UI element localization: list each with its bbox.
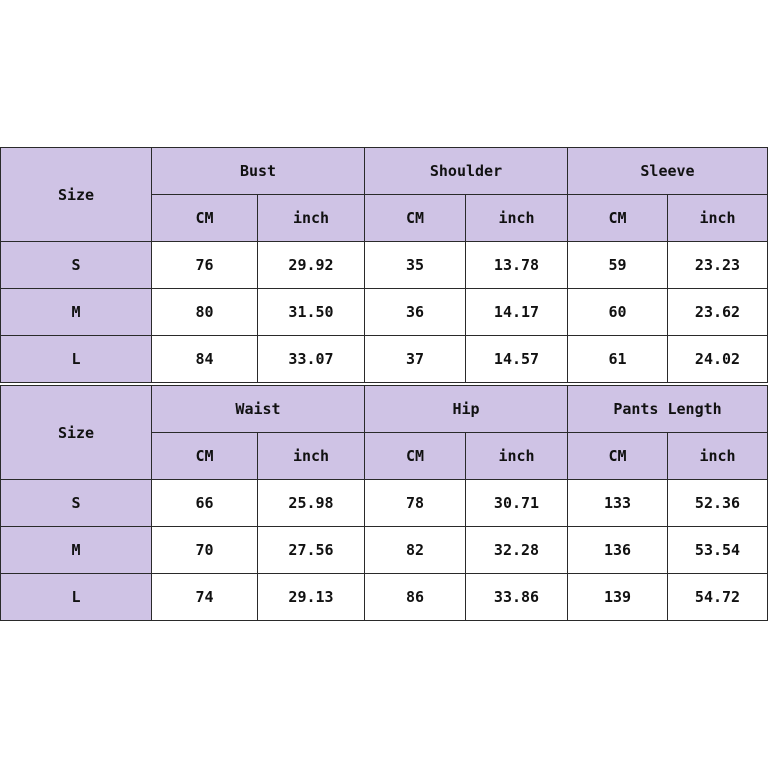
unit-header: inch — [466, 433, 568, 480]
table-cell: 35 — [365, 242, 466, 289]
unit-header: CM — [365, 195, 466, 242]
table-cell: 25.98 — [258, 480, 365, 527]
table-cell: 52.36 — [668, 480, 768, 527]
table-cell: 33.86 — [466, 574, 568, 621]
unit-header: CM — [152, 433, 258, 480]
group-header-shoulder: Shoulder — [365, 148, 568, 195]
table-cell: 24.02 — [668, 336, 768, 383]
unit-header: CM — [365, 433, 466, 480]
table-row — [1, 242, 768, 289]
size-header: Size — [1, 386, 152, 480]
table-cell: 36 — [365, 289, 466, 336]
table-row — [1, 574, 768, 621]
unit-header: CM — [568, 195, 668, 242]
size-label: M — [1, 289, 152, 336]
table-cell: 59 — [568, 242, 668, 289]
size-table-lower-body — [0, 385, 768, 621]
table-cell: 33.07 — [258, 336, 365, 383]
table-cell: 70 — [152, 527, 258, 574]
size-label: M — [1, 527, 152, 574]
table-cell: 29.92 — [258, 242, 365, 289]
group-header-waist: Waist — [152, 386, 365, 433]
group-header-row — [1, 386, 768, 433]
table-cell: 53.54 — [668, 527, 768, 574]
table-cell: 32.28 — [466, 527, 568, 574]
unit-header: inch — [668, 433, 768, 480]
size-label: S — [1, 480, 152, 527]
table-cell: 84 — [152, 336, 258, 383]
unit-header: inch — [258, 433, 365, 480]
group-header-row — [1, 148, 768, 195]
table-cell: 139 — [568, 574, 668, 621]
size-table-upper-body — [0, 147, 768, 383]
size-label: L — [1, 574, 152, 621]
table-cell: 30.71 — [466, 480, 568, 527]
table-cell: 82 — [365, 527, 466, 574]
unit-header: CM — [568, 433, 668, 480]
table-cell: 23.23 — [668, 242, 768, 289]
table-cell: 61 — [568, 336, 668, 383]
table-cell: 27.56 — [258, 527, 365, 574]
table-row — [1, 480, 768, 527]
table-cell: 54.72 — [668, 574, 768, 621]
table-cell: 66 — [152, 480, 258, 527]
table-cell: 29.13 — [258, 574, 365, 621]
size-header: Size — [1, 148, 152, 242]
table-cell: 76 — [152, 242, 258, 289]
size-label: S — [1, 242, 152, 289]
table-cell: 60 — [568, 289, 668, 336]
table-cell: 78 — [365, 480, 466, 527]
table-cell: 74 — [152, 574, 258, 621]
unit-header: CM — [152, 195, 258, 242]
table-cell: 37 — [365, 336, 466, 383]
table-row — [1, 527, 768, 574]
size-label: L — [1, 336, 152, 383]
unit-header: inch — [668, 195, 768, 242]
group-header-bust: Bust — [152, 148, 365, 195]
group-header-sleeve: Sleeve — [568, 148, 768, 195]
table-cell: 14.57 — [466, 336, 568, 383]
group-header-hip: Hip — [365, 386, 568, 433]
table-cell: 31.50 — [258, 289, 365, 336]
unit-header: inch — [466, 195, 568, 242]
table-cell: 136 — [568, 527, 668, 574]
table-cell: 13.78 — [466, 242, 568, 289]
table-row — [1, 336, 768, 383]
table-cell: 133 — [568, 480, 668, 527]
table-cell: 23.62 — [668, 289, 768, 336]
group-header-pants-length: Pants Length — [568, 386, 768, 433]
table-cell: 86 — [365, 574, 466, 621]
table-row — [1, 289, 768, 336]
table-cell: 14.17 — [466, 289, 568, 336]
unit-header: inch — [258, 195, 365, 242]
table-cell: 80 — [152, 289, 258, 336]
